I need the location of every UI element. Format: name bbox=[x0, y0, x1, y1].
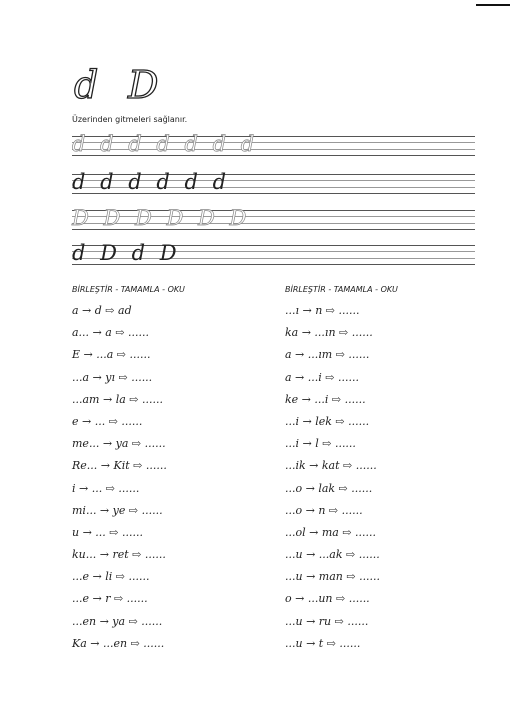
exercise-row: ...am → la ⇨ ...... bbox=[72, 392, 163, 406]
exercise-row: ...u → ...ak ⇨ ...... bbox=[285, 548, 380, 562]
left-exercise-list bbox=[72, 300, 272, 660]
exercise-row: me... → ya ⇨ ...... bbox=[72, 437, 166, 451]
practice-line-4 bbox=[72, 241, 475, 265]
exercise-row: Ka → ...en ⇨ ...... bbox=[72, 636, 165, 650]
exercise-row: o → ...un ⇨ ...... bbox=[285, 592, 370, 606]
practice-text-2: d d d d d d bbox=[72, 170, 231, 194]
exercise-row: a → ...i ⇨ ...... bbox=[285, 370, 359, 384]
practice-text-3: D D D D D D bbox=[72, 206, 251, 230]
exercise-row: ka → ...ın ⇨ ...... bbox=[285, 326, 373, 340]
practice-line-3 bbox=[72, 206, 475, 230]
top-edge-mark bbox=[476, 4, 510, 6]
exercise-row: E → ...a ⇨ ...... bbox=[72, 348, 151, 362]
exercise-row: ku... → ret ⇨ ...... bbox=[72, 548, 166, 562]
practice-line-2 bbox=[72, 170, 475, 194]
exercise-row: a... → a ⇨ ...... bbox=[72, 326, 150, 340]
instruction-text: Üzerinden gitmeleri sağlanır. bbox=[72, 115, 188, 124]
letter-lowercase-d: d bbox=[74, 63, 99, 107]
exercise-row: ...e → r ⇨ ...... bbox=[72, 592, 148, 606]
exercise-row: a → d ⇨ ad bbox=[72, 304, 132, 317]
letter-uppercase-d: D bbox=[128, 63, 159, 107]
exercise-row: ...en → ya ⇨ ...... bbox=[72, 614, 163, 628]
exercise-row: mi... → ye ⇨ ...... bbox=[72, 503, 163, 517]
exercise-row: ...ik → kat ⇨ ...... bbox=[285, 459, 377, 473]
exercise-row: ...u → man ⇨ ...... bbox=[285, 570, 381, 584]
practice-line-1 bbox=[72, 132, 475, 156]
left-column-heading: BİRLEŞTİR - TAMAMLA - OKU bbox=[72, 285, 185, 294]
exercise-row: ...o → lak ⇨ ...... bbox=[285, 481, 373, 495]
exercise-row: ...ol → ma ⇨ ...... bbox=[285, 525, 377, 539]
exercise-row: Re... → Kit ⇨ ...... bbox=[72, 459, 167, 473]
right-column-heading: BİRLEŞTİR - TAMAMLA - OKU bbox=[285, 285, 398, 294]
exercise-row: a → ...ım ⇨ ...... bbox=[285, 348, 370, 362]
exercise-row: i → ... ⇨ ...... bbox=[72, 481, 140, 495]
exercise-row: ...u → t ⇨ ...... bbox=[285, 636, 361, 650]
exercise-row: ke → ...i ⇨ ...... bbox=[285, 392, 366, 406]
practice-text-1: d d d d d d d bbox=[72, 132, 259, 156]
exercise-row: ...u → ru ⇨ ...... bbox=[285, 614, 369, 628]
exercise-row: u → ... ⇨ ...... bbox=[72, 525, 143, 539]
exercise-row: ...i → lek ⇨ ...... bbox=[285, 414, 370, 428]
exercise-row: ...o → n ⇨ ...... bbox=[285, 503, 363, 517]
right-exercise-list bbox=[285, 300, 485, 660]
exercise-row: ...e → li ⇨ ...... bbox=[72, 570, 150, 584]
exercise-row: ...ı → n ⇨ ...... bbox=[285, 304, 360, 317]
exercise-row: ...a → yı ⇨ ...... bbox=[72, 370, 153, 384]
exercise-row: ...i → l ⇨ ...... bbox=[285, 437, 356, 451]
exercise-row: e → ... ⇨ ...... bbox=[72, 414, 143, 428]
practice-text-4: d D d D bbox=[72, 241, 181, 265]
